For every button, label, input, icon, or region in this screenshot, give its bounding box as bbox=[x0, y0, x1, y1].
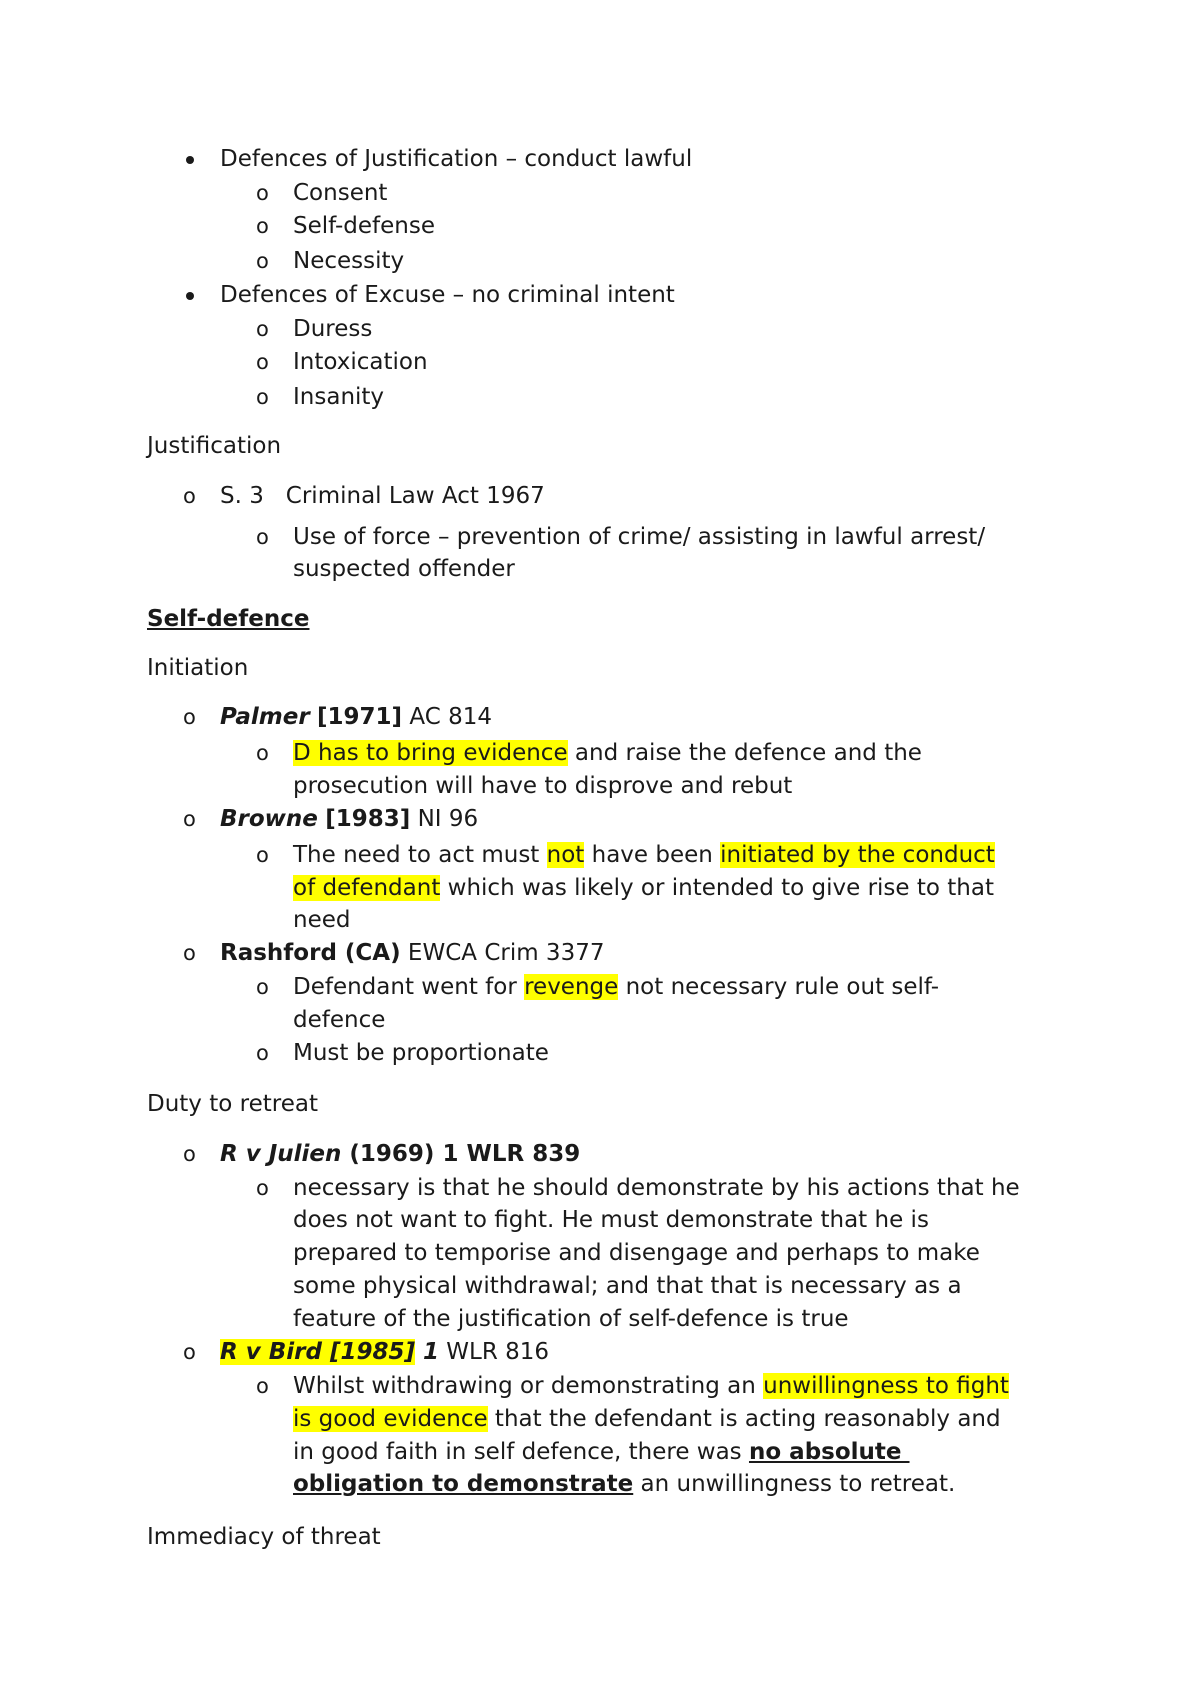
bird-note-line bbox=[293, 1370, 1009, 1402]
note-text: The need to act must bbox=[293, 842, 547, 868]
list-item-necessity: Necessity bbox=[293, 248, 405, 274]
rashford-note-line: Must be proportionate bbox=[293, 1040, 549, 1066]
julien-note-line: some physical withdrawal; and that that is necessary as a bbox=[293, 1273, 962, 1299]
julien-note-line: feature of the justification of self-defence is true bbox=[293, 1306, 849, 1332]
bullet-o: o bbox=[256, 214, 269, 238]
julien-note-line: does not want to fight. He must demonstrate that he is bbox=[293, 1207, 929, 1233]
list-item-insanity: Insanity bbox=[293, 384, 385, 410]
statute-reference: S. 3 Criminal Law Act 1967 bbox=[220, 483, 545, 509]
bird-note-line bbox=[293, 1468, 955, 1500]
list-item-intoxication: Intoxication bbox=[293, 349, 428, 375]
list-item-consent: Consent bbox=[293, 180, 388, 206]
rashford-note-line bbox=[293, 971, 939, 1003]
bullet-o: o bbox=[256, 1041, 269, 1065]
case-citation: AC 814 bbox=[402, 704, 492, 730]
justification-heading: Justification bbox=[147, 433, 282, 459]
case-citation: NI 96 bbox=[410, 806, 479, 832]
case-name: Palmer bbox=[220, 704, 310, 730]
bullet-o: o bbox=[256, 975, 269, 999]
bullet-disc bbox=[186, 292, 194, 300]
case-name: Rashford (CA) bbox=[220, 940, 401, 966]
emphasised-text: obligation to demonstrate bbox=[293, 1471, 634, 1497]
bullet-o: o bbox=[256, 741, 269, 765]
highlighted-text: of defendant bbox=[293, 875, 441, 901]
case-rashford bbox=[220, 937, 604, 969]
browne-note-line: need bbox=[293, 907, 351, 933]
highlighted-text: unwillingness to fight bbox=[763, 1373, 1009, 1399]
julien-note-line: necessary is that he should demonstrate by his actions that he bbox=[293, 1175, 1020, 1201]
bullet-o: o bbox=[256, 1176, 269, 1200]
case-number: 1 bbox=[414, 1339, 439, 1365]
case-name: Browne bbox=[220, 806, 318, 832]
julien-note-line: prepared to temporise and disengage and perhaps to make bbox=[293, 1240, 980, 1266]
bullet-o: o bbox=[183, 1142, 196, 1166]
case-citation: (1969) 1 WLR 839 bbox=[341, 1141, 581, 1167]
palmer-note-line: prosecution will have to disprove and rebut bbox=[293, 773, 793, 799]
rashford-note-line: defence bbox=[293, 1007, 386, 1033]
case-year: [1983] bbox=[325, 806, 411, 832]
browne-note-line bbox=[293, 839, 995, 871]
palmer-note-line bbox=[293, 737, 922, 769]
highlighted-case-name: R v Bird [1985] bbox=[220, 1339, 415, 1365]
bullet-o: o bbox=[183, 705, 196, 729]
case-browne bbox=[220, 803, 478, 835]
self-defence-heading: Self-defence bbox=[147, 606, 310, 632]
case-palmer bbox=[220, 701, 492, 733]
duty-to-retreat-heading: Duty to retreat bbox=[147, 1091, 318, 1117]
note-text: Whilst withdrawing or demonstrating an bbox=[293, 1373, 764, 1399]
justification-defences-heading: Defences of Justification – conduct lawful bbox=[220, 146, 693, 172]
list-item-duress: Duress bbox=[293, 316, 373, 342]
highlighted-text: is good evidence bbox=[293, 1406, 488, 1432]
bullet-o: o bbox=[256, 385, 269, 409]
note-text: in good faith in self defence, there was bbox=[293, 1439, 749, 1465]
bullet-o: o bbox=[256, 181, 269, 205]
case-citation: EWCA Crim 3377 bbox=[400, 940, 605, 966]
note-text: which was likely or intended to give rise to that bbox=[440, 875, 994, 901]
bullet-o: o bbox=[256, 249, 269, 273]
initiation-heading: Initiation bbox=[147, 655, 249, 681]
bullet-o: o bbox=[256, 525, 269, 549]
bullet-o: o bbox=[183, 941, 196, 965]
bird-note-line bbox=[293, 1436, 910, 1468]
case-bird bbox=[220, 1336, 549, 1368]
highlighted-text: revenge bbox=[524, 974, 619, 1000]
statute-detail-line: Use of force – prevention of crime/ assisting in lawful arrest/ bbox=[293, 524, 986, 550]
highlighted-text: not bbox=[546, 842, 585, 868]
bird-note-line bbox=[293, 1403, 1001, 1435]
statute-detail-line: suspected offender bbox=[293, 556, 515, 582]
browne-note-line bbox=[293, 872, 994, 904]
case-citation: WLR 816 bbox=[439, 1339, 550, 1365]
note-text: that the defendant is acting reasonably and bbox=[487, 1406, 1001, 1432]
note-text: an unwillingness to retreat. bbox=[633, 1471, 956, 1497]
bullet-o: o bbox=[256, 317, 269, 341]
bullet-o: o bbox=[183, 807, 196, 831]
case-name: R v Julien bbox=[220, 1141, 342, 1167]
note-text: and raise the defence and the bbox=[567, 740, 922, 766]
highlighted-text: D has to bring evidence bbox=[293, 740, 568, 766]
excuse-defences-heading: Defences of Excuse – no criminal intent bbox=[220, 282, 675, 308]
note-text: have been bbox=[584, 842, 721, 868]
bullet-o: o bbox=[183, 1340, 196, 1364]
bullet-o: o bbox=[183, 484, 196, 508]
emphasised-text: no absolute bbox=[748, 1439, 910, 1465]
bullet-o: o bbox=[256, 1374, 269, 1398]
case-julien bbox=[220, 1138, 580, 1170]
immediacy-heading: Immediacy of threat bbox=[147, 1524, 381, 1550]
list-item-self-defense: Self-defense bbox=[293, 213, 435, 239]
bullet-disc bbox=[186, 156, 194, 164]
note-text: Defendant went for bbox=[293, 974, 525, 1000]
bullet-o: o bbox=[256, 843, 269, 867]
highlighted-text: initiated by the conduct bbox=[720, 842, 995, 868]
case-year: [1971] bbox=[317, 704, 403, 730]
bullet-o: o bbox=[256, 350, 269, 374]
note-text: not necessary rule out self- bbox=[618, 974, 940, 1000]
